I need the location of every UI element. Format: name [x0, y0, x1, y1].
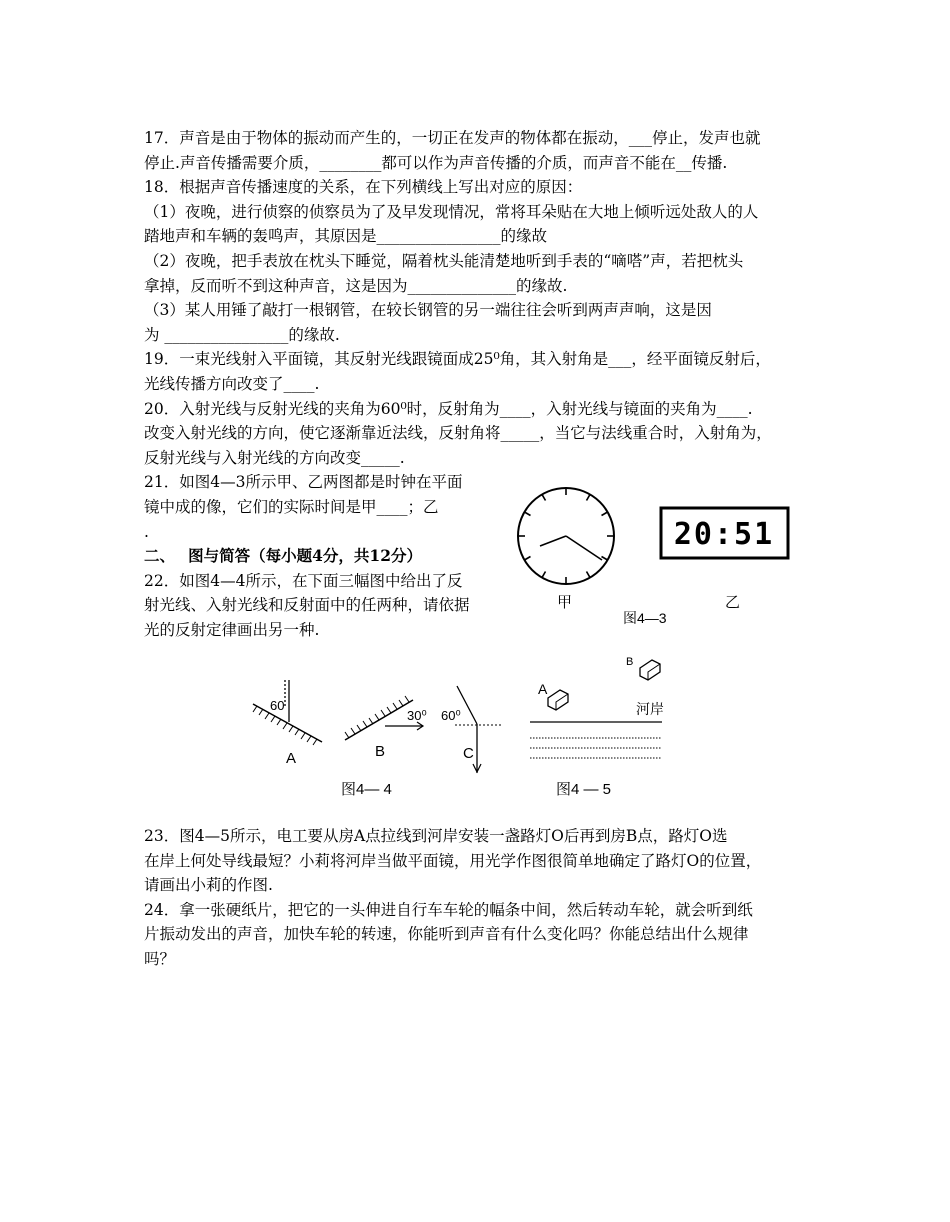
- clock-tick: [602, 512, 608, 516]
- label-b: B: [375, 743, 386, 760]
- river-bank-label: 河岸: [636, 701, 664, 717]
- house-a-label: A: [538, 681, 548, 697]
- digital-clock-time: 20:51: [673, 517, 775, 552]
- q18-line4: （2）夜晚，把手表放在枕头下睡觉，隔着枕头能清楚地听到手表的“嘀嗒”声，若把枕头: [144, 251, 744, 270]
- q23-line3: 请画出小莉的作图.: [144, 876, 273, 895]
- figure-4-3: [510, 482, 810, 632]
- house-b-label: B: [626, 656, 634, 668]
- q21-line3: .: [144, 522, 149, 541]
- svg-text:30⁰: 30⁰: [407, 708, 427, 723]
- figure-4-4-caption: 图4— 4: [341, 781, 392, 798]
- q21-line2: 镜中成的像，它们的实际时间是甲____；乙: [144, 497, 439, 516]
- clock-tick: [524, 512, 530, 516]
- svg-text:60⁰: 60⁰: [441, 708, 461, 723]
- clock-tick: [542, 494, 546, 500]
- q24-line1: 24．拿一张硬纸片，把它的一头伸进自行车车轮的幅条中间，然后转动车轮，就会听到纸: [144, 900, 753, 919]
- q22-line3: 光的反射定律画出另一种.: [144, 620, 320, 639]
- clock-tick: [524, 557, 530, 561]
- diagram-a: [253, 680, 322, 767]
- section-2-heading: 二、 图与简答（每小题4分，共12分）: [144, 546, 423, 566]
- q20-line3: 反射光线与入射光线的方向改变_____.: [144, 448, 405, 467]
- digital-label-yi: 乙: [725, 594, 741, 611]
- q23-line1: 23．图4—5所示，电工要从房A点拉线到河岸安装一盏路灯O后再到房B点，路灯O选: [144, 827, 728, 845]
- figure-4-5-caption: 图4 — 5: [556, 781, 612, 798]
- analog-clock-icon: [518, 488, 614, 584]
- label-a: A: [286, 750, 297, 767]
- clock-tick: [602, 557, 608, 561]
- diagram-b: [345, 696, 427, 760]
- q18-line7: 为 ________________的缘故.: [144, 325, 340, 344]
- diagram-c: [441, 686, 503, 773]
- q23-line2: 在岸上何处导线最短？小莉将河岸当做平面镜，用光学作图很简单地确定了路灯O的位置，: [144, 851, 762, 870]
- q24-line2: 片振动发出的声音，加快车轮的转速，你能听到声音有什么变化吗？你能总结出什么规律: [144, 925, 749, 944]
- q17-line1: 17．声音是由于物体的振动而产生的，一切正在发声的物体都在振动，___停止，发声也就: [144, 129, 761, 147]
- q19-line2: 光线传播方向改变了____.: [144, 374, 320, 393]
- q20-line1: 20．入射光线与反射光线的夹角为60⁰时，反射角为____，入射光线与镜面的夹角为____.: [144, 399, 753, 418]
- q20-line2: 改变入射光线的方向，使它逐渐靠近法线，反射角将_____，当它与法线重合时，入射角为，: [144, 424, 772, 443]
- q24-line3: 吗？: [144, 949, 176, 968]
- q17-line2: 停止.声音传播需要介质，________都可以作为声音传播的介质，而声音不能在__传播.: [144, 153, 728, 172]
- label-c: C: [463, 745, 474, 762]
- house-a-icon: [548, 690, 568, 710]
- q19-line1: 19．一束光线射入平面镜，其反射光线跟镜面成25⁰角，其入射角是___，经平面镜反射后，: [144, 350, 771, 369]
- q18-line2: （1）夜晚，进行侦察的侦察员为了及早发现情况，常将耳朵贴在大地上倾听远处敌人的人: [144, 202, 759, 221]
- figure-4-3-caption: 图4—3: [623, 610, 667, 626]
- q18-line1: 18．根据声音传播速度的关系，在下列横线上写出对应的原因：: [144, 178, 583, 197]
- exam-page-bottom: [144, 824, 814, 972]
- q22-line2: 射光线、入射光线和反射面中的任两种，请依据: [144, 596, 470, 615]
- clock-label-jia: 甲: [557, 594, 573, 611]
- house-b-icon: [640, 660, 660, 680]
- q18-line5: 拿掉，反而听不到这种声音，这是因为______________的缘故.: [144, 276, 568, 295]
- figure-4-4: [245, 678, 510, 806]
- clock-tick: [587, 572, 591, 578]
- q18-line6: （3）某人用锤了敲打一根钢管，在较长钢管的另一端往往会听到两声声响，这是因: [144, 301, 712, 320]
- clock-tick: [587, 494, 591, 500]
- figure-4-5: [522, 650, 682, 806]
- svg-text:60: 60: [270, 698, 285, 713]
- q22-line1: 22．如图4—4所示，在下面三幅图中给出了反: [144, 571, 463, 590]
- clock-tick: [542, 572, 546, 578]
- q18-line3: 踏地声和车辆的轰鸣声，其原因是________________的缘故: [144, 227, 548, 246]
- q21-line1: 21．如图4—3所示甲、乙两图都是时钟在平面: [144, 473, 463, 492]
